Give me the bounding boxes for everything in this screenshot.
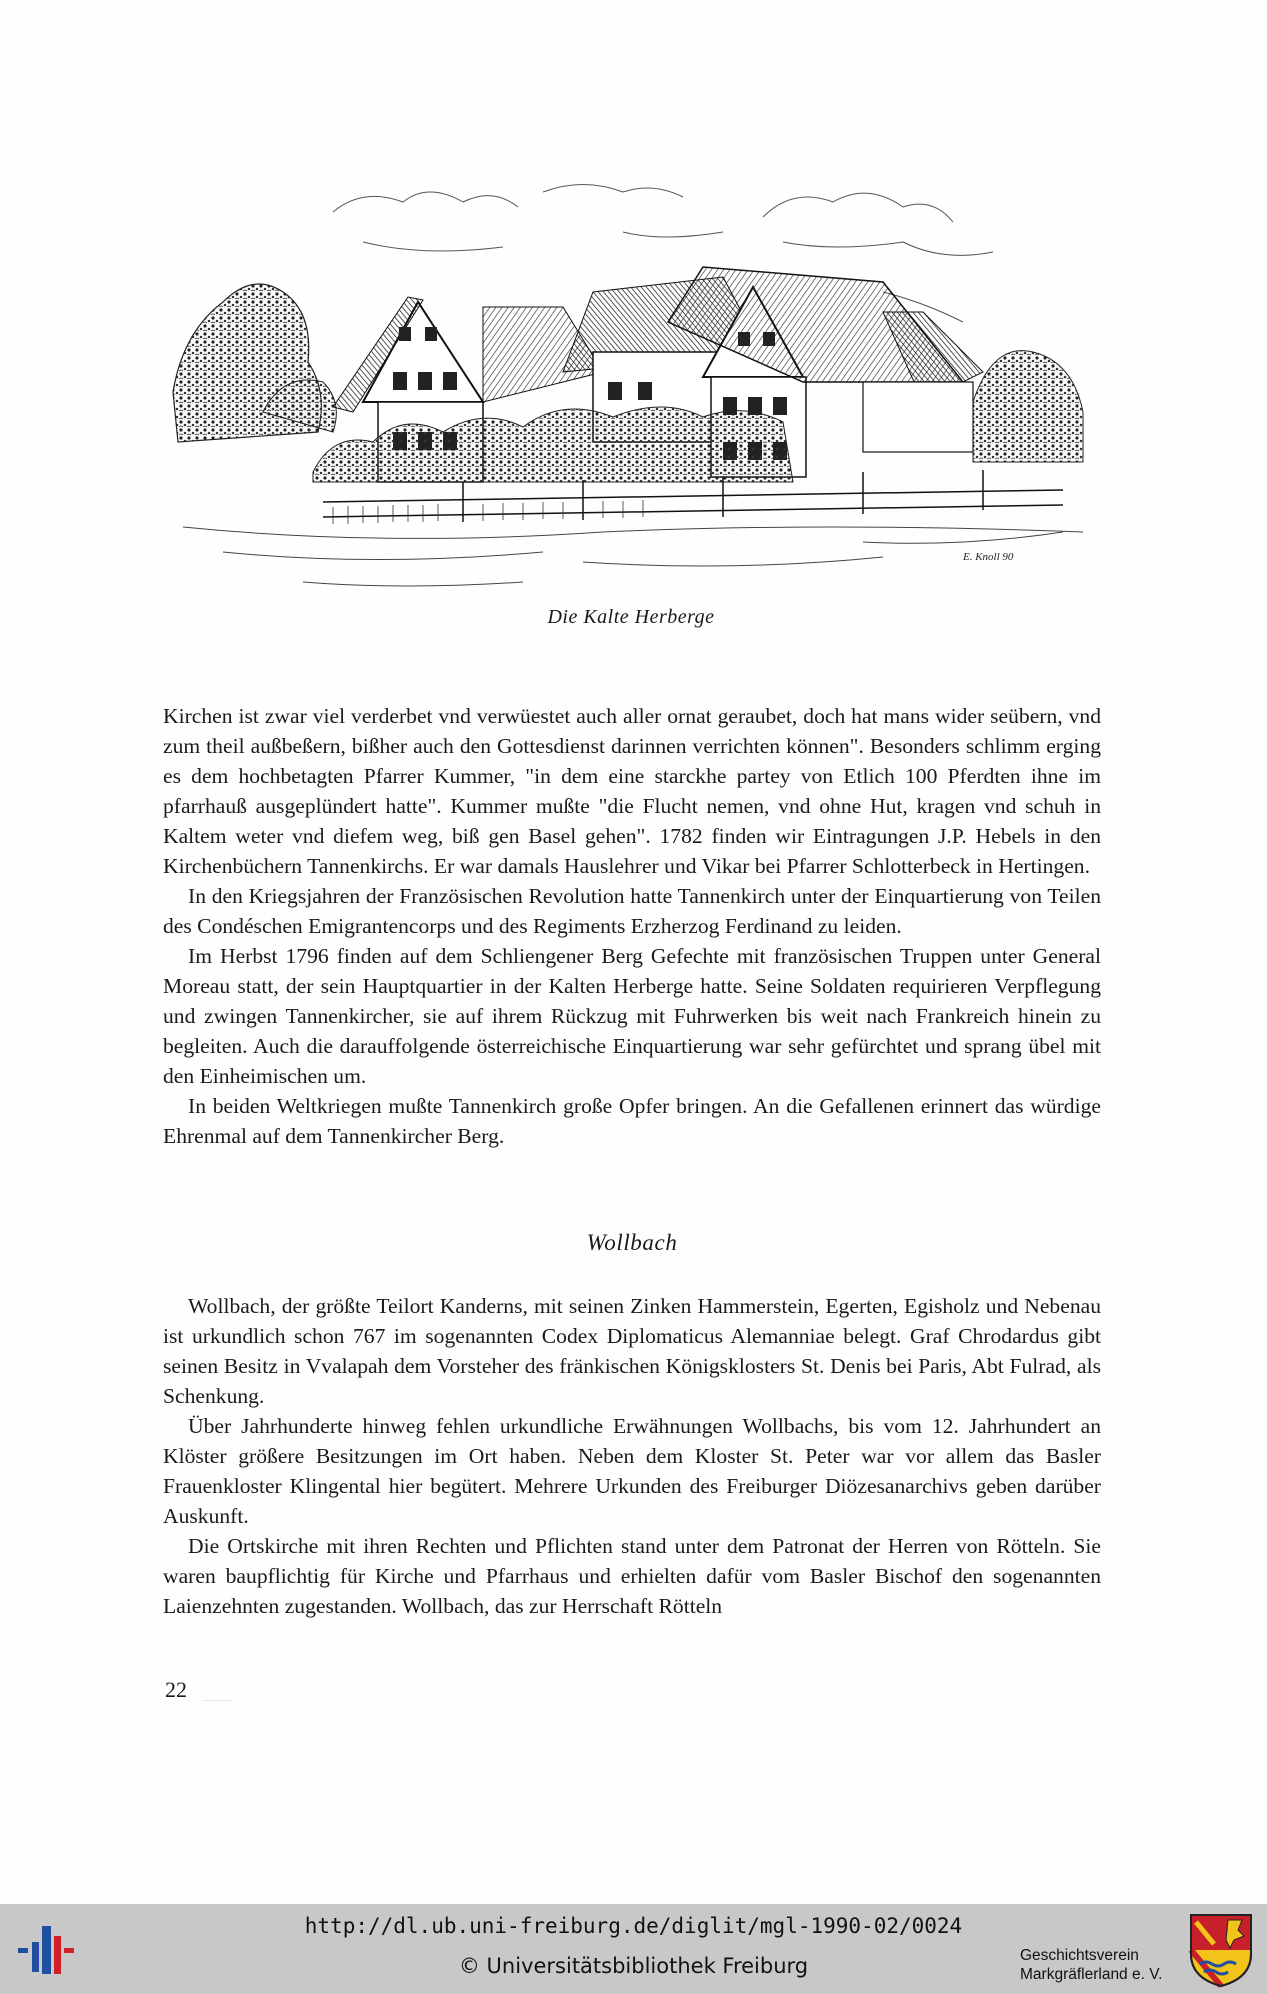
society-name xyxy=(1020,1946,1162,1984)
paragraph: Kirchen ist zwar viel verderbet vnd verwüestet auch aller ornat geraubet, doch hat mans wider seübern, vnd zum theil außbeßern, bißher auch den Gottesdienst darinnen verrichten können". Besonders schlimm erging es dem hochbetagten Pfarrer Kummer, "in dem eine starckhe partey von Etlich 100 Pferdten ihne im pfarrhauß ausgeplündert hatte". Kummer mußte "die Flucht nemen, vnd ohne Hut, kragen vnd schuh in Kaltem weter vnd diefem weg, biß gen Basel gehen". 1782 finden wir Eintragungen J.P. Hebels in den Kirchenbüchern Tannenkirchs. Er war damals Hauslehrer und Vikar bei Pfarrer Schlotterbeck in Hertingen. xyxy=(163,704,1101,878)
section-heading: Wollbach xyxy=(586,1230,678,1255)
inn-illustration xyxy=(163,172,1099,602)
footer-bar xyxy=(0,1904,1267,1994)
footer-copyright: © Universitätsbibliothek Freiburg xyxy=(458,1954,809,1978)
body-text-lower xyxy=(163,1291,1101,1621)
inn-drawing xyxy=(163,172,1099,602)
page-number: 22 xyxy=(165,1677,187,1702)
paragraph: In den Kriegsjahren der Französischen Revolution hatte Tannenkirch unter der Einquartierung von Teilen des Condéschen Emigrantencorps und des Regiments Erzherzog Ferdinand zu leiden. xyxy=(163,884,1101,938)
body-text-upper xyxy=(163,701,1101,1151)
society-line-2: Markgräflerland e. V. xyxy=(1020,1966,1163,1983)
footer-url-link[interactable]: http://dl.ub.uni-freiburg.de/diglit/mgl-1990-02/0024 xyxy=(304,1914,963,1938)
figure-caption: Die Kalte Herberge xyxy=(547,606,715,628)
paragraph: In beiden Weltkriegen mußte Tannenkirch große Opfer bringen. An die Gefallenen erinnert das würdige Ehrenmal auf dem Tannenkircher Berg. xyxy=(163,1094,1101,1148)
page-number-rule xyxy=(203,1700,233,1701)
paragraph: Über Jahrhunderte hinweg fehlen urkundliche Erwähnungen Wollbachs, bis vom 12. Jahrhundert an Klöster größere Besitzungen im Ort haben. Neben dem Kloster St. Peter war vor allem das Basler Frauenkloster Klingental hier begütert. Mehrere Urkunden des Freiburger Diözesanarchivs geben darüber Auskunft. xyxy=(163,1414,1101,1528)
paragraph: Die Ortskirche mit ihren Rechten und Pflichten stand unter dem Patronat der Herren von Rötteln. Sie waren baupflichtig für Kirche und Pfarrhaus und erhielten dafür vom Basler Bischof den sogenannten Laienzehnten zugestanden. Wollbach, das zur Herrschaft Rötteln xyxy=(163,1534,1101,1618)
coat-of-arms-icon[interactable] xyxy=(1188,1912,1254,1988)
society-line-1: Geschichtsverein xyxy=(1020,1947,1139,1964)
paragraph: Wollbach, der größte Teilort Kanderns, mit seinen Zinken Hammerstein, Egerten, Egisholz und Nebenau ist urkundlich schon 767 im sogenannten Codex Diplomaticus Alemanniae belegt. Graf Chrodardus gibt seinen Besitz in Vvalapah dem Vorsteher des fränkischen Königsklosters St. Denis bei Paris, Abt Fulrad, als Schenkung. xyxy=(163,1294,1101,1408)
paragraph: Im Herbst 1796 finden auf dem Schliengener Berg Gefechte mit französischen Truppen unter General Moreau statt, der sein Hauptquartier in der Kalten Herberge hatte. Seine Soldaten requirieren Verpflegung und zwingen Tannenkircher, sie auf ihrem Rückzug mit Fuhrwerken bis weit nach Frankreich hinein zu begleiten. Auch die darauffolgende österreichische Einquartierung war sehr gefürchtet und sprang übel mit den Einheimischen um. xyxy=(163,944,1101,1088)
artist-signature: E. Knoll 90 xyxy=(963,551,1014,563)
